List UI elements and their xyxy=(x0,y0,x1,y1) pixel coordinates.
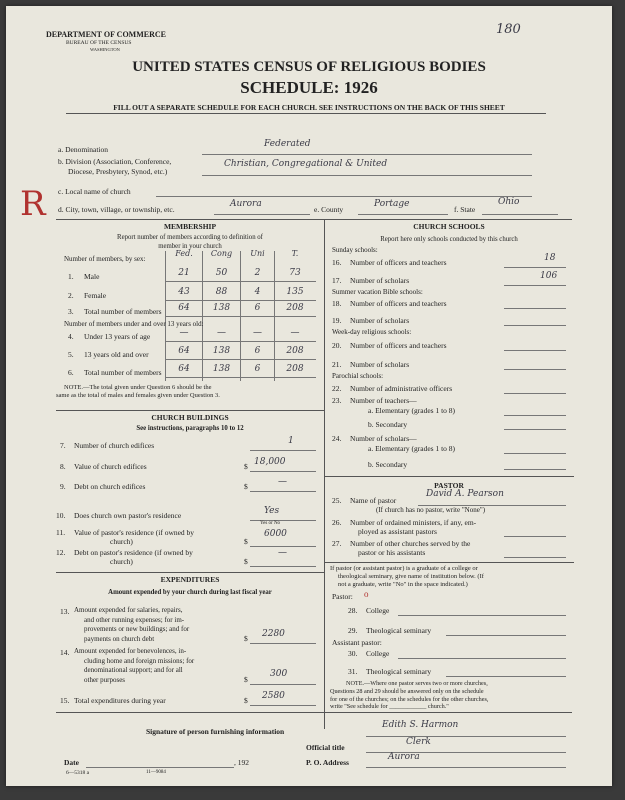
q11-label-2: church) xyxy=(110,537,133,546)
q2-label: Female xyxy=(84,291,107,300)
page-subtitle: SCHEDULE: 1926 xyxy=(240,78,378,97)
q3-uni[interactable]: 6 xyxy=(254,303,261,313)
q11-num: 11. xyxy=(56,528,66,537)
agency-dept: DEPARTMENT OF COMMERCE xyxy=(46,30,167,39)
parochial-head: Parochial schools: xyxy=(332,372,384,380)
q9-line xyxy=(250,491,316,492)
q15-value[interactable]: 2580 xyxy=(262,691,285,701)
q20-line xyxy=(504,350,566,351)
q26-line xyxy=(504,536,566,537)
row-line xyxy=(166,359,316,360)
form-number: 6—5318 a xyxy=(66,770,90,776)
q2-fed[interactable]: 43 xyxy=(178,287,190,297)
q13-num: 13. xyxy=(60,607,70,616)
q24b-line xyxy=(504,469,566,470)
q12-label-1: Debt on pastor's residence (if owned by xyxy=(74,548,193,557)
q13-line-3: provements or new buildings; and for xyxy=(84,625,190,633)
bottom-frame-rule xyxy=(56,712,572,713)
q5-fed[interactable]: 64 xyxy=(178,346,190,356)
q24b-label: b. Secondary xyxy=(368,460,408,469)
section-rule xyxy=(324,562,574,563)
q22-line xyxy=(504,393,566,394)
q2-cong[interactable]: 88 xyxy=(215,287,228,297)
q20-label: Number of officers and teachers xyxy=(350,341,447,350)
pastor-note-1: NOTE.—Where one pastor serves two or more churches, xyxy=(346,680,488,687)
q14-label xyxy=(74,647,244,685)
q10-num: 10. xyxy=(56,511,66,520)
q29-num: 29. xyxy=(348,626,358,635)
q4-num: 4. xyxy=(68,332,74,341)
q6-num: 6. xyxy=(68,368,74,377)
census-schedule-sheet xyxy=(6,6,612,786)
grad-note-2: theological seminary, give name of institution below. (If xyxy=(338,573,484,580)
q12-num: 12. xyxy=(56,548,66,557)
buildings-sub: See instructions, paragraphs 10 to 12 xyxy=(136,425,244,432)
q17-num: 17. xyxy=(332,276,342,285)
q27-num: 27. xyxy=(332,539,342,548)
q21-label: Number of scholars xyxy=(350,360,410,369)
state-label: f. State xyxy=(454,205,476,214)
q7-line xyxy=(250,450,316,451)
q23a-line xyxy=(504,415,566,416)
sig-label: Signature of person furnishing information xyxy=(146,727,285,736)
q4-uni[interactable]: — xyxy=(253,328,262,338)
row-line xyxy=(166,377,316,378)
membership-note2: member in your church xyxy=(158,243,222,250)
grad-note xyxy=(330,565,574,589)
q30-num: 30. xyxy=(348,649,358,658)
state-value[interactable]: Ohio xyxy=(498,197,520,207)
q14-line-1: Amount expended for benevolences, in- xyxy=(74,647,187,655)
q1-num: 1. xyxy=(68,272,74,281)
q13-dollar: $ xyxy=(244,634,248,643)
q5-uni[interactable]: 6 xyxy=(254,346,261,356)
membership-heading: MEMBERSHIP xyxy=(163,222,217,231)
q25-hint: (If church has no pastor, write "None") xyxy=(376,506,486,514)
row-line xyxy=(166,316,316,317)
q20-num: 20. xyxy=(332,341,342,350)
q8-dollar: $ xyxy=(244,462,248,471)
q26-label-1: Number of ordained ministers, if any, em- xyxy=(350,518,477,527)
q15-line xyxy=(250,705,316,706)
q10-hint: Yes or No xyxy=(260,521,281,526)
q16-value[interactable]: 18 xyxy=(544,253,556,263)
q23-num: 23. xyxy=(332,396,342,405)
q10-value[interactable]: Yes xyxy=(264,506,280,516)
po-line xyxy=(366,767,566,768)
q6-fed[interactable]: 64 xyxy=(178,364,190,374)
q19-num: 19. xyxy=(332,316,342,325)
q30-line xyxy=(398,658,566,659)
q11-line xyxy=(250,546,316,547)
q1-uni[interactable]: 2 xyxy=(254,268,261,278)
q5-num: 5. xyxy=(68,350,74,359)
county-line xyxy=(358,214,448,215)
denomination-value[interactable]: Federated xyxy=(264,139,311,149)
q22-num: 22. xyxy=(332,384,342,393)
q26-num: 26. xyxy=(332,518,342,527)
q28-line xyxy=(398,615,566,616)
agency-city: WASHINGTON xyxy=(90,47,120,52)
q27-label-1: Number of other churches served by the xyxy=(350,539,471,548)
pastor-mark: o xyxy=(364,589,369,599)
q8-num: 8. xyxy=(60,462,66,471)
q9-value[interactable]: — xyxy=(278,477,287,487)
division-label-2: Diocese, Presbytery, Synod, etc.) xyxy=(68,167,168,176)
sunday-head: Sunday schools: xyxy=(332,246,378,254)
q31-label: Theological seminary xyxy=(366,667,432,676)
date-line xyxy=(86,767,234,768)
q14-line-4: other purposes xyxy=(84,675,126,684)
section-rule xyxy=(56,410,324,411)
pastor-note-4: write "See schedule for ____________ church." xyxy=(330,703,449,711)
q1-fed[interactable]: 21 xyxy=(178,268,190,278)
q17-value[interactable]: 106 xyxy=(540,271,558,281)
q14-num: 14. xyxy=(60,648,70,657)
stamp-number: 180 xyxy=(496,22,521,37)
q21-line xyxy=(504,369,566,370)
q6-uni[interactable]: 6 xyxy=(254,364,261,374)
q31-num: 31. xyxy=(348,667,358,676)
q7-value[interactable]: 1 xyxy=(288,436,294,446)
q26-label-2: ployed as assistant pastors xyxy=(358,527,437,536)
q17-label: Number of scholars xyxy=(350,276,410,285)
q28-label: College xyxy=(366,606,390,615)
denomination-line xyxy=(202,154,532,155)
q8-line xyxy=(250,471,316,472)
q2-total[interactable]: 135 xyxy=(286,287,304,297)
q10-label: Does church own pastor's residence xyxy=(74,511,182,520)
q18-line xyxy=(504,308,566,309)
q24-num: 24. xyxy=(332,434,342,443)
q11-value[interactable]: 6000 xyxy=(264,529,287,539)
q1-label: Male xyxy=(84,272,100,281)
q27-label-2: pastor or his assistants xyxy=(358,548,426,557)
q13-line-1: Amount expended for salaries, repairs, xyxy=(74,606,183,614)
agency-bureau: BUREAU OF THE CENSUS xyxy=(66,40,132,46)
state-line xyxy=(482,214,558,215)
q8-value[interactable]: 18,000 xyxy=(254,457,286,467)
print-number: 11—9084 xyxy=(146,770,166,775)
q3-num: 3. xyxy=(68,307,74,316)
division-label-1: b. Division (Association, Conference, xyxy=(58,157,172,166)
q22-label: Number of administrative officers xyxy=(350,384,453,393)
q23a-label: a. Elementary (grades 1 to 8) xyxy=(368,406,456,415)
q6-label: Total number of members xyxy=(84,368,162,377)
q25-num: 25. xyxy=(332,496,342,505)
q30-label: College xyxy=(366,649,390,658)
division-value[interactable]: Christian, Congregational & United xyxy=(224,159,388,169)
denomination-label: a. Denomination xyxy=(58,145,108,154)
col-head-cong: Cong xyxy=(210,249,233,258)
page-title: UNITED STATES CENSUS OF RELIGIOUS BODIES xyxy=(132,59,486,75)
q12-dollar: $ xyxy=(244,557,248,566)
q29-label: Theological seminary xyxy=(366,626,432,635)
q9-num: 9. xyxy=(60,482,66,491)
membership-note-a: NOTE.—The total given under Question 6 should be the xyxy=(64,384,212,391)
q15-dollar: $ xyxy=(244,696,248,705)
sig-value[interactable]: Edith S. Harmon xyxy=(382,720,459,730)
city-value[interactable]: Aurora xyxy=(230,199,262,209)
q16-label: Number of officers and teachers xyxy=(350,258,447,267)
q14-line-3: denominational support; and for all xyxy=(84,666,183,674)
q11-label-1: Value of pastor's residence (if owned by xyxy=(74,528,195,537)
expenditures-sub: Amount expended by your church during last fiscal year xyxy=(108,589,272,596)
q1-cong[interactable]: 50 xyxy=(215,268,228,278)
q9-label: Debt on church edifices xyxy=(74,482,146,491)
q14-value[interactable]: 300 xyxy=(270,669,288,679)
q24a-label: a. Elementary (grades 1 to 8) xyxy=(368,444,456,453)
q15-label: Total expenditures during year xyxy=(74,696,166,705)
city-line xyxy=(214,214,310,215)
q12-label-2: church) xyxy=(110,557,133,566)
title-rule xyxy=(66,113,546,114)
q4-cong[interactable]: — xyxy=(217,328,226,338)
q24-label: Number of scholars— xyxy=(350,434,417,443)
membership-note1: Report number of members according to definition of xyxy=(117,234,263,241)
q13-line xyxy=(250,643,316,644)
q7-label: Number of church edifices xyxy=(74,441,155,450)
sig-line xyxy=(366,736,566,737)
q3-cong[interactable]: 138 xyxy=(212,303,231,313)
q28-num: 28. xyxy=(348,606,358,615)
grad-note-1: If pastor (or assistant pastor) is a graduate of a college or xyxy=(330,565,478,572)
local-name-line xyxy=(156,196,532,197)
q5-cong[interactable]: 138 xyxy=(212,346,231,356)
pastor-heading: PASTOR xyxy=(434,481,464,490)
po-label: P. O. Address xyxy=(306,758,349,767)
q3-label: Total number of members xyxy=(84,307,162,316)
row-line xyxy=(166,300,316,301)
q19-line xyxy=(504,325,566,326)
county-label: e. County xyxy=(314,205,344,214)
q7-num: 7. xyxy=(60,441,66,450)
q4-label: Under 13 years of age xyxy=(84,332,151,341)
q29-line xyxy=(446,635,566,636)
q13-line-4: payments on church debt xyxy=(84,634,155,643)
q3-fed[interactable]: 64 xyxy=(178,303,190,313)
q1-total[interactable]: 73 xyxy=(289,268,301,278)
q15-num: 15. xyxy=(60,696,70,705)
schools-sub: Report here only schools conducted by this church xyxy=(380,236,518,243)
q18-label: Number of officers and teachers xyxy=(350,299,447,308)
summer-head: Summer vacation Bible schools: xyxy=(332,288,423,296)
section-rule xyxy=(56,572,324,573)
q13-value[interactable]: 2280 xyxy=(262,629,285,639)
q27-line xyxy=(504,557,566,558)
q13-label xyxy=(74,606,244,644)
q24a-line xyxy=(504,453,566,454)
assistant-label: Assistant pastor: xyxy=(332,638,382,647)
col-head-uni: Uni xyxy=(250,249,265,258)
q6-total[interactable]: 208 xyxy=(286,364,304,374)
q4-total[interactable]: — xyxy=(290,328,300,338)
q11-dollar: $ xyxy=(244,537,248,546)
po-value[interactable]: Aurora xyxy=(388,752,420,762)
q25-label: Name of pastor xyxy=(350,496,397,505)
row-line xyxy=(166,281,316,282)
pastor-label: Pastor: xyxy=(332,592,353,601)
date-label: Date xyxy=(64,758,79,767)
county-value[interactable]: Portage xyxy=(374,199,410,209)
q23-label: Number of teachers— xyxy=(350,396,417,405)
schools-heading: CHURCH SCHOOLS xyxy=(413,222,485,231)
q16-line xyxy=(504,267,566,268)
q18-num: 18. xyxy=(332,299,342,308)
local-name-label: c. Local name of church xyxy=(58,187,131,196)
q12-line xyxy=(250,566,316,567)
col-head-total: T. xyxy=(291,249,299,258)
q12-value[interactable]: — xyxy=(278,548,287,558)
pastor-note xyxy=(330,680,574,711)
division-line xyxy=(202,175,532,176)
col-head-fed: Fed. xyxy=(175,249,193,258)
q6-cong[interactable]: 138 xyxy=(212,364,231,374)
q31-line xyxy=(446,676,566,677)
q23b-label: b. Secondary xyxy=(368,420,408,429)
q17-line xyxy=(504,285,566,286)
section-rule xyxy=(324,476,574,477)
margin-mark: R xyxy=(20,184,46,224)
q8-label: Value of church edifices xyxy=(74,462,147,471)
q2-uni[interactable]: 4 xyxy=(254,287,261,297)
title-value[interactable]: Clerk xyxy=(406,737,431,747)
date-year: , 192 xyxy=(234,758,249,767)
membership-note-b: same as the total of males and females given under Question 3. xyxy=(56,392,220,399)
q3-total[interactable]: 208 xyxy=(286,303,304,313)
instruction: FILL OUT A SEPARATE SCHEDULE FOR EACH CHURCH. SEE INSTRUCTIONS ON THE BACK OF THIS SHEET xyxy=(113,103,505,112)
q13-line-2: and other running expenses; for im- xyxy=(84,615,185,624)
q4-fed[interactable]: — xyxy=(179,328,189,338)
q5-total[interactable]: 208 xyxy=(286,346,304,356)
q14-dollar: $ xyxy=(244,675,248,684)
q25-value[interactable]: David A. Pearson xyxy=(426,489,504,499)
q9-dollar: $ xyxy=(244,482,248,491)
q14-line xyxy=(250,684,316,685)
weekday-head: Week-day religious schools: xyxy=(332,328,412,336)
age-head: Number of members under and over 13 years old: xyxy=(64,320,204,328)
center-divider xyxy=(324,219,325,729)
pastor-note-3: for one of the churches; on the schedules for the other churches, xyxy=(330,695,489,703)
row-line xyxy=(166,341,316,342)
by-sex-label: Number of members, by sex: xyxy=(64,255,146,263)
pastor-note-2: Questions 28 and 29 should be answered only on the schedule xyxy=(330,687,484,695)
q21-num: 21. xyxy=(332,360,342,369)
city-label: d. City, town, village, or township, etc. xyxy=(58,205,175,214)
grad-note-3: not a graduate, write "No" in the space indicated.) xyxy=(338,581,468,588)
q16-num: 16. xyxy=(332,258,342,267)
q5-label: 13 years old and over xyxy=(84,350,149,359)
q2-num: 2. xyxy=(68,291,74,300)
q23b-line xyxy=(504,429,566,430)
title-label: Official title xyxy=(306,743,345,752)
q19-label: Number of scholars xyxy=(350,316,410,325)
q14-line-2: cluding home and foreign missions; for xyxy=(84,656,195,665)
top-frame-rule xyxy=(56,219,572,220)
expenditures-heading: EXPENDITURES xyxy=(160,575,220,584)
buildings-heading: CHURCH BUILDINGS xyxy=(151,413,229,422)
